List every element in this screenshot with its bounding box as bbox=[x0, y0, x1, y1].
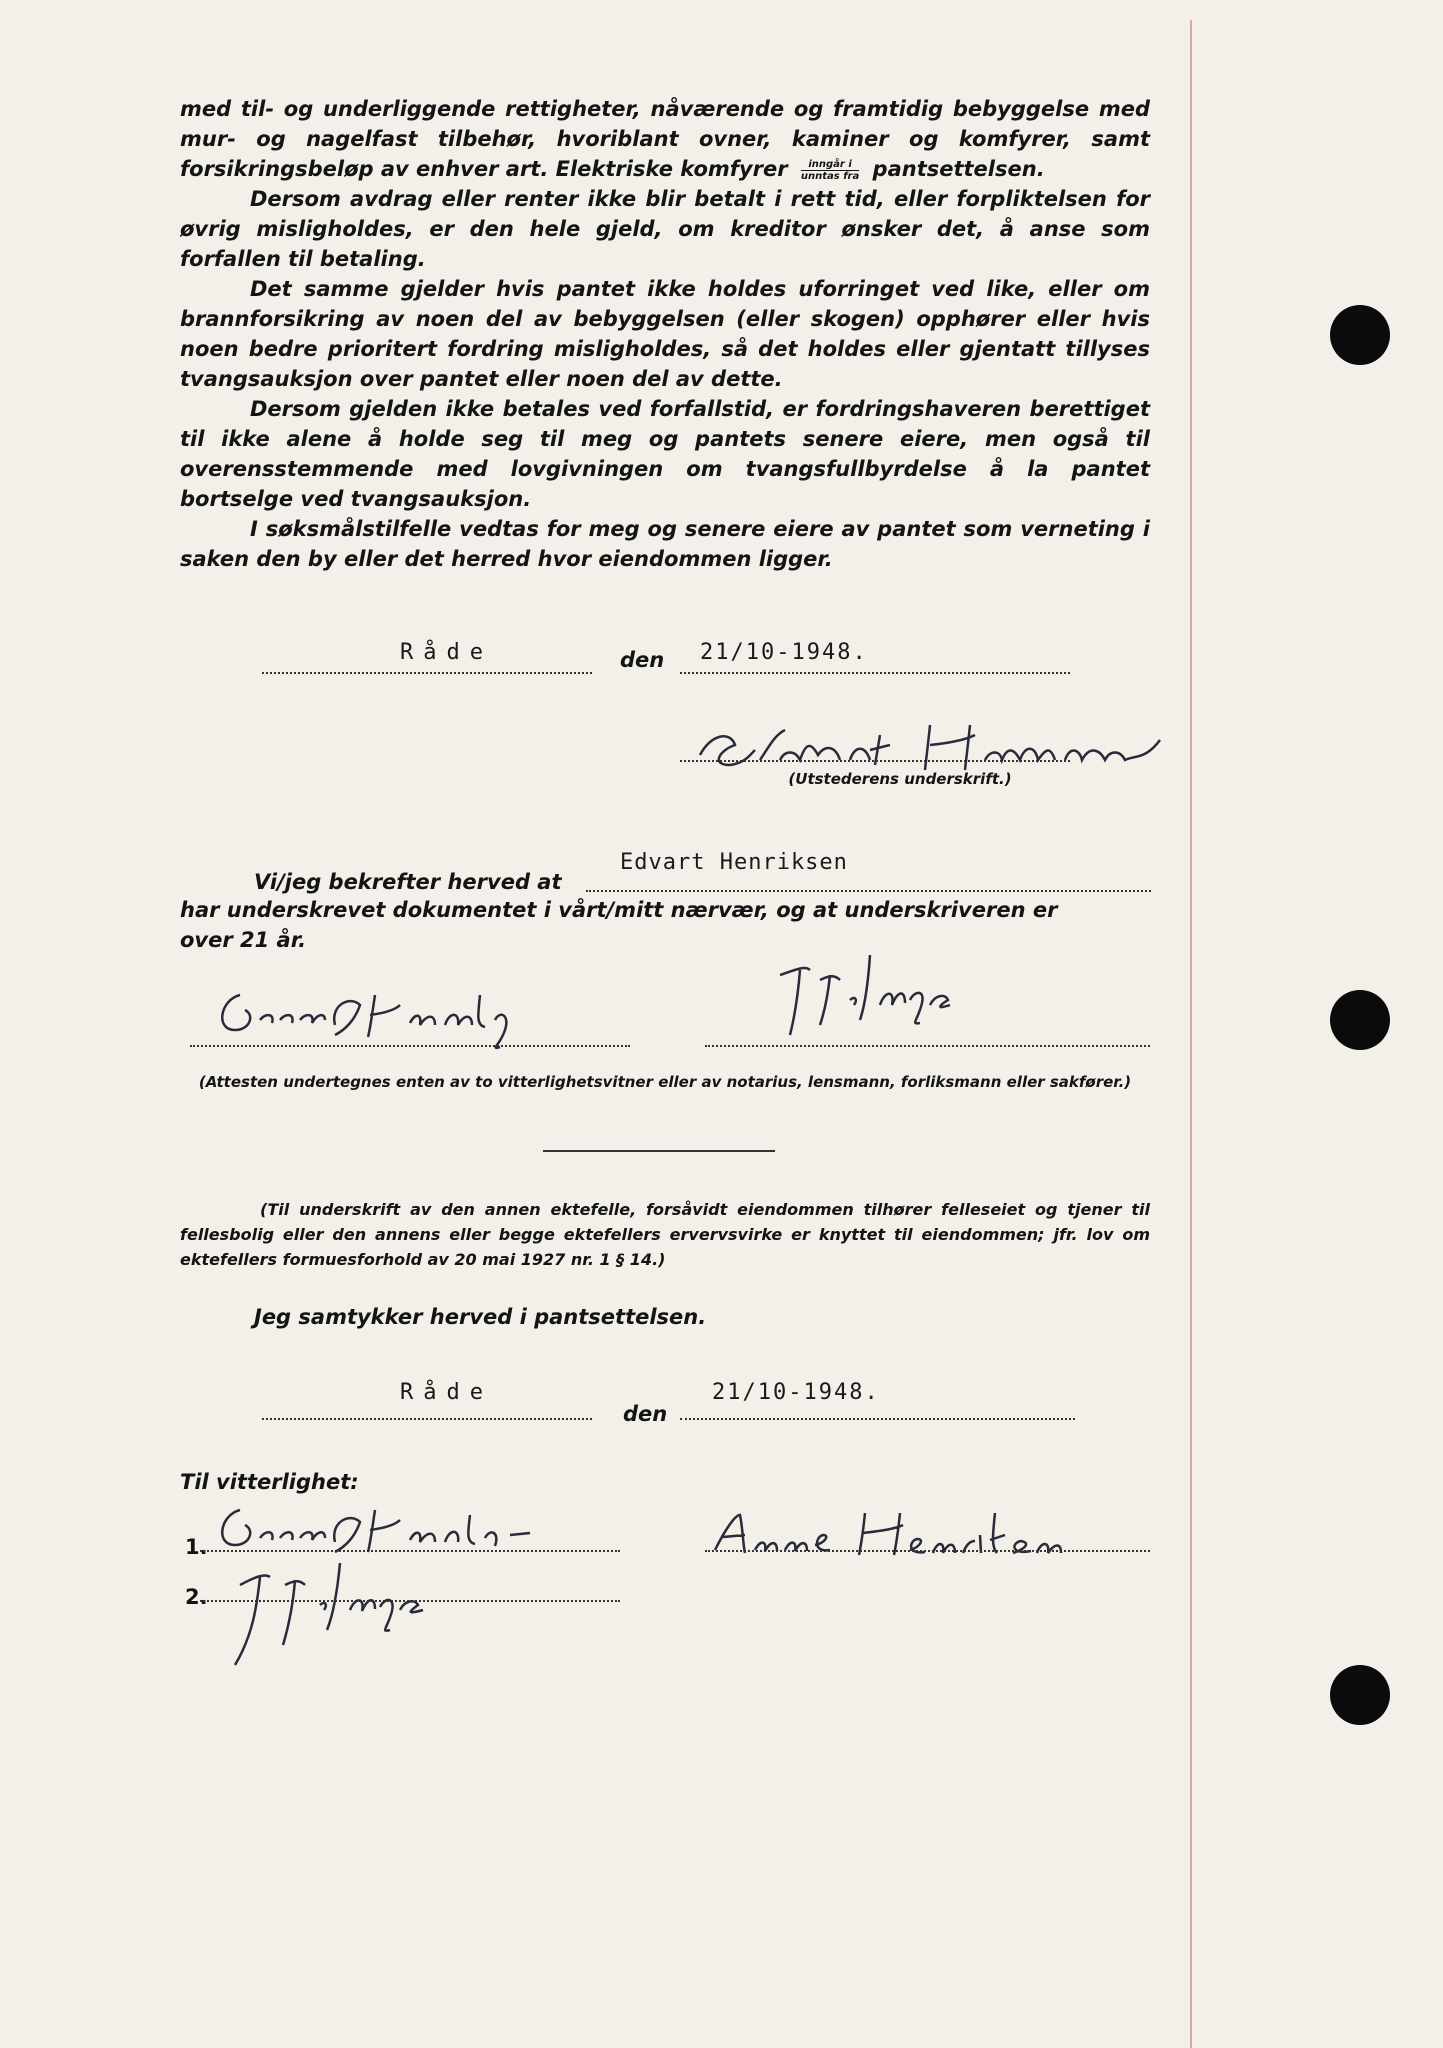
place-1: Råde bbox=[400, 640, 493, 665]
issuer-dotted-line bbox=[680, 760, 1070, 762]
date-dotted-line bbox=[680, 672, 1070, 674]
paragraph-2: Dersom avdrag eller renter ikke blir betalt i rett tid, eller forpliktelsen for øvrig misligholdes, er den hele gjeld, om kreditor ønsker det, å anse som forfallen til betaling. bbox=[180, 187, 1150, 271]
attest-line-2: har underskrevet dokumentet i vårt/mitt nærvær, og at underskriveren er bbox=[180, 898, 1058, 922]
spouse-signature-dotted-line bbox=[705, 1550, 1150, 1552]
witness-heading: Til vitterlighet: bbox=[180, 1470, 359, 1494]
attest-note: (Attesten undertegnes enten av to vitterlighetsvitner eller av notarius, lensmann, forliksmann eller sakfører.) bbox=[198, 1073, 1132, 1091]
separator-rule bbox=[543, 1150, 775, 1152]
witness-1-dotted-line bbox=[190, 1045, 630, 1047]
place-2-dotted-line bbox=[262, 1418, 592, 1420]
date-2-dotted-line bbox=[680, 1418, 1075, 1420]
punch-hole bbox=[1330, 1665, 1390, 1725]
witness-signature-2 bbox=[770, 945, 1000, 1049]
issuer-caption: (Utstederens underskrift.) bbox=[788, 770, 1012, 788]
witness-signature-2b bbox=[225, 1555, 445, 1679]
spouse-signature bbox=[705, 1505, 1105, 1569]
punch-hole bbox=[1330, 990, 1390, 1050]
paragraph-3: Det samme gjelder hvis pantet ikke holdes uforringet ved like, eller om brannforsikring av noen del av bebyggelsen (eller skogen) opphører eller hvis noen bedre prioritert fordring misligholdes, så det holdes eller gjentatt tillyses tvangsauksjon over pantet eller noen del av dette. bbox=[180, 277, 1150, 391]
attest-line-3: over 21 år. bbox=[180, 928, 307, 952]
body-text bbox=[180, 94, 1150, 574]
den-label-2: den bbox=[623, 1402, 668, 1426]
paragraph-4: Dersom gjelden ikke betales ved forfallstid, er fordringshaveren berettiget til ikke alene å holde seg til meg og pantets senere eiere, men også til overensstemmende med lovgivningen om tvangsfullbyrdelse å la pantet bortselge ved tvangsauksjon. bbox=[180, 397, 1150, 511]
place-dotted-line bbox=[262, 672, 592, 674]
attest-name-dotted-line bbox=[586, 890, 1151, 892]
attest-prefix: Vi/jeg bekrefter herved at bbox=[254, 870, 562, 894]
margin-line bbox=[1190, 20, 1192, 2048]
place-2: Råde bbox=[400, 1380, 493, 1405]
fraction-choice: $\frac{\text{inngår i}}{\text{unntas fra}}$ bbox=[800, 158, 860, 182]
spouse-note: (Til underskrift av den annen ektefelle, forsåvidt eiendommen tilhører felleseiet og tjener til fellesbolig eller den annens eller begge ektefellers ervervsvirke er knyttet til eiendommen; jfr. lov om ektefellers formuesforhold av 20 mai 1927 nr. 1 § 14.) bbox=[180, 1200, 1150, 1269]
witness-number-1: 1. bbox=[185, 1535, 208, 1559]
den-label-1: den bbox=[620, 648, 665, 672]
attest-name: Edvart Henriksen bbox=[620, 850, 848, 875]
paragraph-5: I søksmålstilfelle vedtas for meg og senere eiere av pantet som verneting i saken den by eller det herred hvor eiendommen ligger. bbox=[180, 517, 1150, 571]
witness-2-dotted-line bbox=[705, 1045, 1150, 1047]
witness-number-2: 2. bbox=[185, 1585, 208, 1609]
date-1: 21/10-1948. bbox=[700, 640, 868, 665]
paragraph-1: med til- og underliggende rettigheter, nåværende og framtidig bebyggelse med mur- og nagelfast tilbehør, hvoriblant ovner, kaminer og komfyrer, samt forsikringsbeløp av enhver art. Elektriske komfyrer $\frac{\text{inngår i}}{\text{unntas fra}}$ pantsettelsen. bbox=[180, 97, 1150, 182]
date-2: 21/10-1948. bbox=[712, 1380, 880, 1405]
punch-hole bbox=[1330, 305, 1390, 365]
consent-text: Jeg samtykker herved i pantsettelsen. bbox=[254, 1305, 707, 1329]
